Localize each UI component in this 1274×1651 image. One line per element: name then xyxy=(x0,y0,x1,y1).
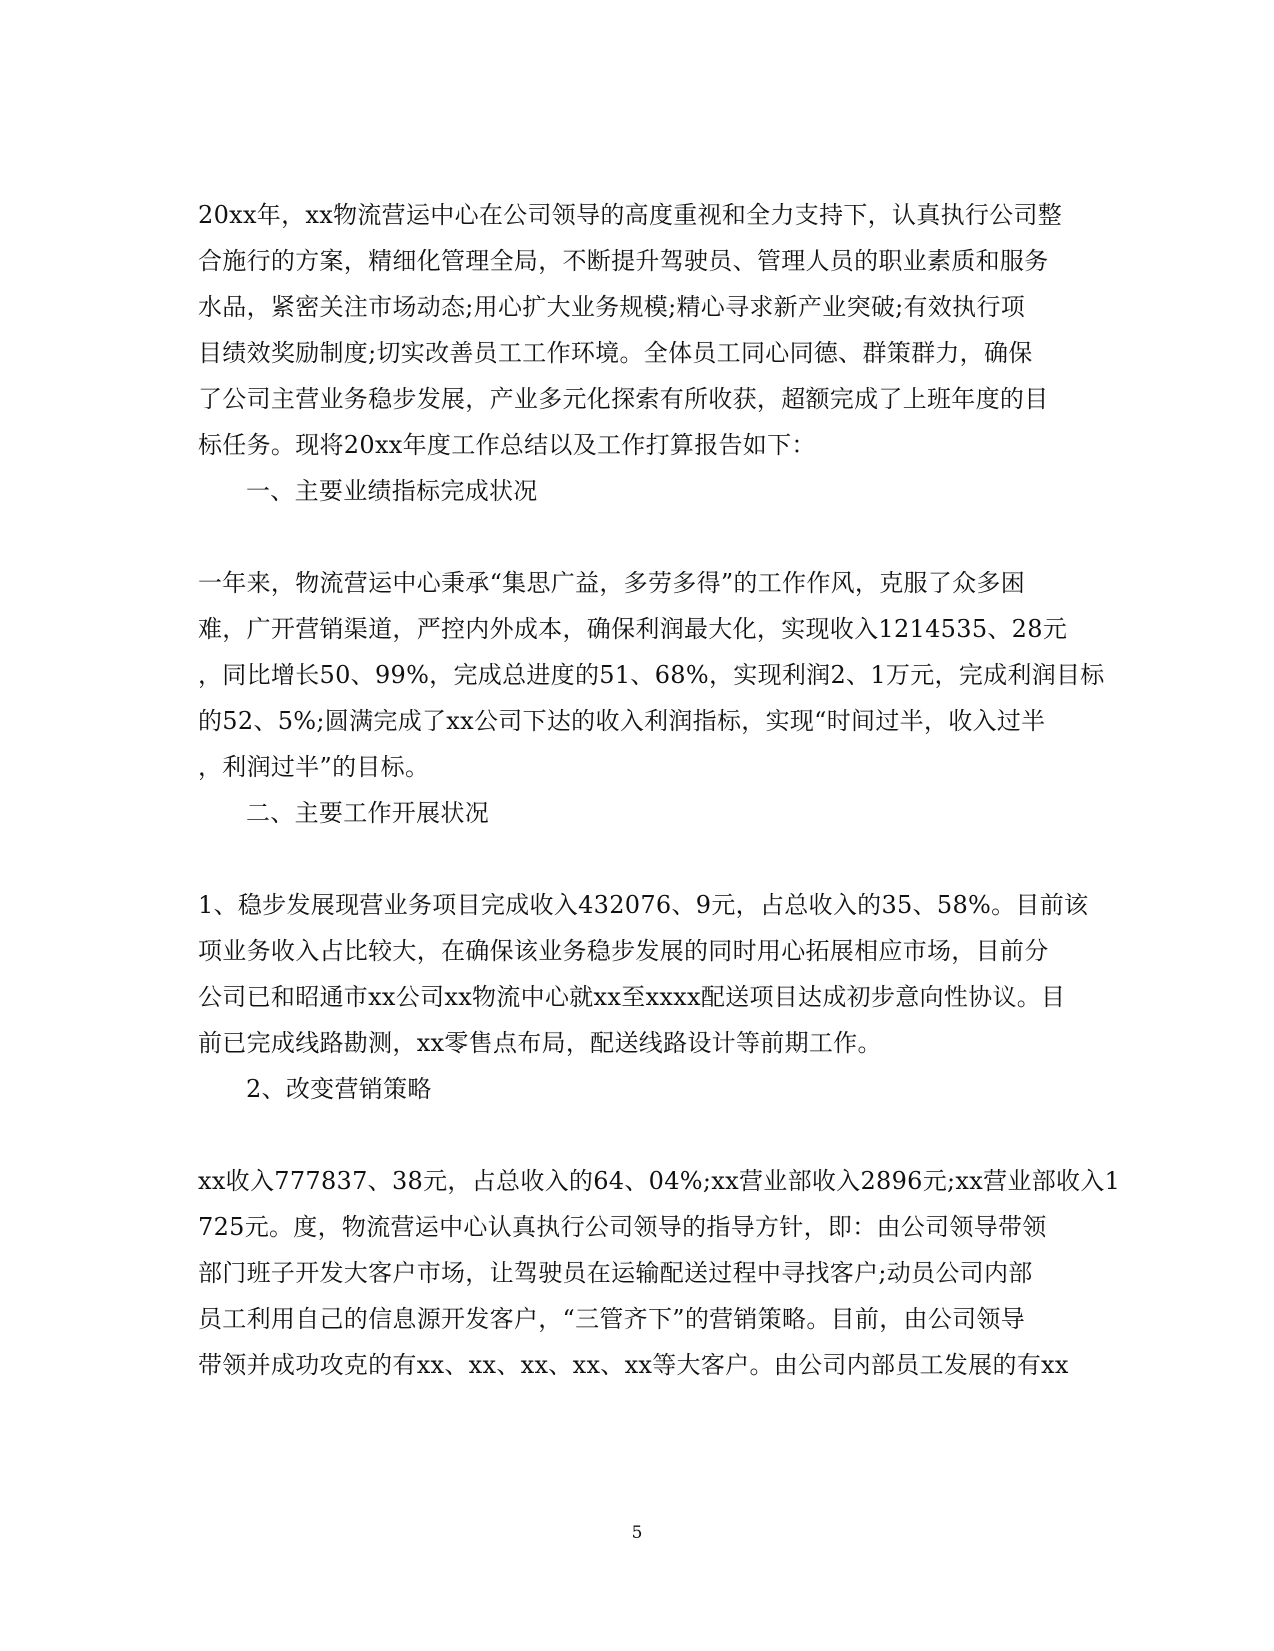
paragraph-1-line-3: 水品，紧密关注市场动态;用心扩大业务规模;精心寻求新产业突破;有效执行项 xyxy=(198,293,1026,321)
section-heading-3: 2、改变营销策略 xyxy=(246,1075,432,1103)
paragraph-4-line-1: xx收入777837、38元，占总收入的64、04%;xx营业部收入2896元;xx营业部收入1 xyxy=(198,1167,1121,1195)
section-heading-1: 一、主要业绩指标完成状况 xyxy=(246,477,538,505)
paragraph-2-line-2: 难，广开营销渠道，严控内外成本，确保利润最大化，实现收入1214535、28元 xyxy=(198,615,1068,643)
paragraph-2-line-5: ，利润过半”的目标。 xyxy=(198,753,430,781)
paragraph-1-line-1: 20xx年，xx物流营运中心在公司领导的高度重视和全力支持下，认真执行公司整 xyxy=(198,201,1063,229)
paragraph-3-line-3: 公司已和昭通市xx公司xx物流中心就xx至xxxx配送项目达成初步意向性协议。目 xyxy=(198,983,1066,1011)
paragraph-3-line-2: 项业务收入占比较大，在确保该业务稳步发展的同时用心拓展相应市场，目前分 xyxy=(198,937,1049,965)
paragraph-4-line-4: 员工利用自己的信息源开发客户，“三管齐下”的营销策略。目前，由公司领导 xyxy=(198,1305,1026,1333)
paragraph-4-line-3: 部门班子开发大客户市场，让驾驶员在运输配送过程中寻找客户;动员公司内部 xyxy=(198,1259,1033,1287)
paragraph-1-line-4: 目绩效奖励制度;切实改善员工工作环境。全体员工同心同德、群策群力，确保 xyxy=(198,339,1033,367)
paragraph-1-line-5: 了公司主营业务稳步发展，产业多元化探索有所收获，超额完成了上班年度的目 xyxy=(198,385,1049,413)
page-number: 5 xyxy=(631,1523,643,1543)
paragraph-3-line-4: 前已完成线路勘测，xx零售点布局，配送线路设计等前期工作。 xyxy=(198,1029,882,1057)
paragraph-1-line-6: 标任务。现将20xx年度工作总结以及工作打算报告如下： xyxy=(198,431,816,459)
paragraph-4-line-2: 725元。度，物流营运中心认真执行公司领导的指导方针，即：由公司领导带领 xyxy=(198,1213,1047,1241)
paragraph-2-line-4: 的52、5%;圆满完成了xx公司下达的收入利润指标，实现“时间过半，收入过半 xyxy=(198,707,1046,735)
section-heading-2: 二、主要工作开展状况 xyxy=(246,799,489,827)
paragraph-4-line-5: 带领并成功攻克的有xx、xx、xx、xx、xx等大客户。由公司内部员工发展的有xx xyxy=(198,1351,1069,1379)
paragraph-2-line-3: ，同比增长50、99%，完成总进度的51、68%，实现利润2、1万元，完成利润目标 xyxy=(198,661,1105,689)
paragraph-2-line-1: 一年来，物流营运中心秉承“集思广益，多劳多得”的工作作风，克服了众多困 xyxy=(198,569,1026,597)
paragraph-1-line-2: 合施行的方案，精细化管理全局，不断提升驾驶员、管理人员的职业素质和服务 xyxy=(198,247,1049,275)
paragraph-3-line-1: 1、稳步发展现营业务项目完成收入432076、9元，占总收入的35、58%。目前该 xyxy=(198,891,1089,919)
